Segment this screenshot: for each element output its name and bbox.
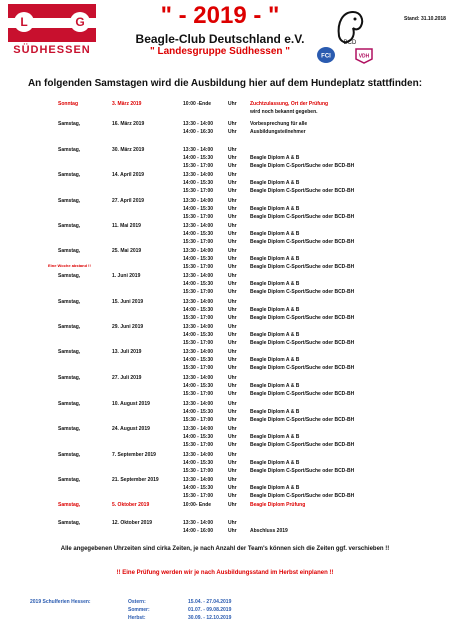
uhr-label: Uhr bbox=[228, 147, 237, 153]
uhr-label: Uhr bbox=[228, 409, 237, 415]
uhr-label: Uhr bbox=[228, 485, 237, 491]
schedule-day: Samstag, bbox=[58, 198, 81, 204]
uhr-label: Uhr bbox=[228, 239, 237, 245]
time-slot: 13:30 - 14:00 bbox=[183, 248, 214, 254]
schedule-times bbox=[183, 171, 213, 195]
schedule-times bbox=[183, 323, 213, 347]
time-slot: 14:00 - 15:30 bbox=[183, 434, 214, 440]
time-slot: 15:30 - 17:00 bbox=[183, 468, 214, 474]
logo-text: SÜDHESSEN bbox=[13, 44, 91, 56]
time-slot: 15:30 - 17:00 bbox=[183, 365, 214, 371]
time-slot: 14:00 - 15:30 bbox=[183, 206, 214, 212]
note-line: Beagle Diplom A & B bbox=[250, 231, 300, 237]
schedule-times bbox=[183, 348, 213, 372]
schedule-date: 3. März 2019 bbox=[112, 101, 142, 107]
uhr-label: Uhr bbox=[228, 349, 237, 355]
fci-logo-icon bbox=[316, 46, 336, 64]
holiday-range: 30.09. - 12.10.2019 bbox=[188, 615, 232, 621]
bcd-label: BCD bbox=[343, 40, 357, 46]
time-slot: 10:00 -Ende bbox=[183, 101, 212, 107]
time-slot: 13:30 - 14:00 bbox=[183, 172, 214, 178]
note-line: Ausbildungsteilnehmer bbox=[250, 129, 306, 135]
schedule-notes bbox=[250, 400, 354, 424]
time-slot: 13:30 - 14:00 bbox=[183, 520, 214, 526]
schedule-date: 13. Juli 2019 bbox=[112, 349, 142, 355]
schedule-date: 1. Juni 2019 bbox=[112, 273, 141, 279]
uhr-label: Uhr bbox=[228, 468, 237, 474]
schedule-notes bbox=[250, 171, 354, 195]
schedule-times bbox=[183, 222, 213, 246]
schedule-date: 15. Juni 2019 bbox=[112, 299, 144, 305]
uhr-label: Uhr bbox=[228, 121, 237, 127]
note-line bbox=[250, 247, 354, 255]
note-line: Beagle Diplom A & B bbox=[250, 434, 300, 440]
note-line: Beagle Diplom C-Sport/Suche oder BCD-BH bbox=[250, 264, 355, 270]
schedule-row bbox=[0, 146, 450, 174]
schedule-day: Samstag, bbox=[58, 273, 81, 279]
note-line: Beagle Diplom A & B bbox=[250, 332, 300, 338]
schedule-times bbox=[183, 146, 213, 170]
uhr-label: Uhr bbox=[228, 452, 237, 458]
schedule-row bbox=[0, 323, 450, 351]
schedule-row bbox=[0, 247, 450, 275]
time-slot: 14:00 - 15:30 bbox=[183, 231, 214, 237]
note-line: Beagle Diplom C-Sport/Suche oder BCD-BH bbox=[250, 468, 355, 474]
time-slot: 15:30 - 17:00 bbox=[183, 163, 214, 169]
schedule-notes bbox=[250, 298, 354, 322]
schedule-times bbox=[183, 100, 211, 108]
time-slot: 14:00 - 15:30 bbox=[183, 357, 214, 363]
schedule-times bbox=[183, 519, 213, 535]
schedule-uhr bbox=[228, 100, 237, 108]
schedule-row bbox=[0, 374, 450, 402]
note-line: Beagle Diplom A & B bbox=[250, 281, 300, 287]
schedule-notes bbox=[250, 501, 305, 509]
schedule-notes bbox=[250, 197, 354, 221]
note-line bbox=[250, 425, 354, 433]
uhr-label: Uhr bbox=[228, 442, 237, 448]
note-line: Beagle Diplom C-Sport/Suche oder BCD-BH bbox=[250, 315, 355, 321]
uhr-label: Uhr bbox=[228, 223, 237, 229]
note-line: Beagle Diplom A & B bbox=[250, 180, 300, 186]
note-line: Beagle Diplom C-Sport/Suche oder BCD-BH bbox=[250, 163, 355, 169]
schedule-row bbox=[0, 120, 450, 148]
schedule-uhr bbox=[228, 451, 237, 475]
schedule-date: 25. Mai 2019 bbox=[112, 248, 142, 254]
schedule-row bbox=[0, 451, 450, 479]
note-line: Beagle Diplom C-Sport/Suche oder BCD-BH bbox=[250, 188, 355, 194]
schedule-row bbox=[0, 272, 450, 300]
logo-letter-g: G bbox=[70, 12, 90, 32]
schedule-row bbox=[0, 298, 450, 326]
schedule-date: 11. Mai 2019 bbox=[112, 223, 141, 229]
schedule-date: 21. September 2019 bbox=[112, 477, 159, 483]
stand-date: Stand: 31.10.2018 bbox=[404, 16, 446, 22]
schedule-uhr bbox=[228, 519, 237, 535]
logo-letter-l: L bbox=[14, 12, 34, 32]
note-line: Beagle Diplom A & B bbox=[250, 206, 300, 212]
schedule-notes bbox=[250, 247, 354, 271]
uhr-label: Uhr bbox=[228, 434, 237, 440]
schedule-row bbox=[0, 348, 450, 376]
uhr-label: Uhr bbox=[228, 460, 237, 466]
schedule-date: 24. August 2019 bbox=[112, 426, 150, 432]
time-slot: 10:00- Ende bbox=[183, 502, 212, 508]
time-slot: 13:30 - 14:00 bbox=[183, 375, 214, 381]
schedule-notes bbox=[250, 519, 288, 535]
note-line bbox=[250, 323, 354, 331]
holiday-name: Sommer: bbox=[128, 607, 150, 613]
note-line: Beagle Diplom A & B bbox=[250, 409, 300, 415]
schedule-times bbox=[183, 501, 211, 509]
holiday-range: 15.04. - 27.04.2019 bbox=[188, 599, 232, 605]
schedule-times bbox=[183, 476, 213, 500]
schedule-day: Samstag, bbox=[58, 375, 81, 381]
uhr-label: Uhr bbox=[228, 214, 237, 220]
schedule-uhr bbox=[228, 197, 237, 221]
uhr-label: Uhr bbox=[228, 357, 237, 363]
uhr-label: Uhr bbox=[228, 502, 237, 508]
note-line bbox=[250, 400, 354, 408]
schedule-uhr bbox=[228, 374, 237, 398]
time-slot: 13:30 - 14:00 bbox=[183, 147, 214, 153]
vdh-logo-icon bbox=[354, 46, 374, 64]
schedule-notes bbox=[250, 222, 354, 246]
schedule-uhr bbox=[228, 247, 237, 271]
time-slot: 14:00 - 15:30 bbox=[183, 485, 214, 491]
uhr-label: Uhr bbox=[228, 391, 237, 397]
lg-suedhessen-logo bbox=[8, 4, 96, 66]
schedule-day: Samstag, bbox=[58, 172, 81, 178]
uhr-label: Uhr bbox=[228, 299, 237, 305]
schedule-times bbox=[183, 197, 213, 221]
time-slot: 14:00 - 15:30 bbox=[183, 281, 214, 287]
schedule-notes bbox=[250, 348, 354, 372]
note-line: Beagle Diplom C-Sport/Suche oder BCD-BH bbox=[250, 214, 355, 220]
time-slot: 13:30 - 14:00 bbox=[183, 198, 214, 204]
schedule-day: Samstag, bbox=[58, 324, 81, 330]
uhr-label: Uhr bbox=[228, 289, 237, 295]
schedule-notes bbox=[250, 120, 307, 136]
interval-note: Eine Woche abstand !! bbox=[48, 263, 91, 268]
schedule-day: Samstag, bbox=[58, 401, 81, 407]
note-line: Beagle Diplom C-Sport/Suche oder BCD-BH bbox=[250, 239, 355, 245]
schedule-row bbox=[0, 222, 450, 250]
uhr-label: Uhr bbox=[228, 188, 237, 194]
club-name: Beagle-Club Deutschland e.V. bbox=[135, 32, 305, 46]
uhr-label: Uhr bbox=[228, 401, 237, 407]
note-line: Beagle Diplom C-Sport/Suche oder BCD-BH bbox=[250, 391, 355, 397]
note-line bbox=[250, 272, 354, 280]
uhr-label: Uhr bbox=[228, 273, 237, 279]
time-slot: 14:00 - 15:30 bbox=[183, 180, 214, 186]
schedule-date: 16. März 2019 bbox=[112, 121, 145, 127]
time-slot: 13:30 - 14:00 bbox=[183, 452, 214, 458]
uhr-label: Uhr bbox=[228, 324, 237, 330]
note-line: Beagle Diplom C-Sport/Suche oder BCD-BH bbox=[250, 340, 355, 346]
uhr-label: Uhr bbox=[228, 375, 237, 381]
schedule-times bbox=[183, 120, 213, 136]
holiday-name: Ostern: bbox=[128, 599, 146, 605]
schedule-row bbox=[0, 400, 450, 428]
note-line: Beagle Diplom C-Sport/Suche oder BCD-BH bbox=[250, 493, 355, 499]
uhr-label: Uhr bbox=[228, 101, 237, 107]
note-line: Beagle Diplom A & B bbox=[250, 155, 300, 161]
schedule-notes bbox=[250, 272, 354, 296]
times-disclaimer: Alle angegebenen Uhrzeiten sind cirka Zeiten, je nach Anzahl der Team's können sich die Zeiten ggf. verschieben !! bbox=[60, 546, 390, 552]
schedule-uhr bbox=[228, 323, 237, 347]
time-slot: 13:30 - 14:00 bbox=[183, 121, 214, 127]
note-line: Beagle Diplom A & B bbox=[250, 357, 300, 363]
schedule-times bbox=[183, 298, 213, 322]
time-slot: 14:00 - 15:30 bbox=[183, 256, 214, 262]
time-slot: 13:30 - 14:00 bbox=[183, 401, 214, 407]
schedule-day: Samstag, bbox=[58, 477, 81, 483]
schedule-day: Samstag, bbox=[58, 426, 81, 432]
schedule-notes bbox=[250, 374, 354, 398]
note-line bbox=[250, 451, 354, 459]
fci-label: FCI bbox=[321, 53, 331, 60]
time-slot: 15:30 - 17:00 bbox=[183, 417, 214, 423]
note-line: Beagle Diplom A & B bbox=[250, 256, 300, 262]
schedule-row bbox=[0, 425, 450, 453]
time-slot: 15:30 - 17:00 bbox=[183, 315, 214, 321]
intro-heading: An folgenden Samstagen wird die Ausbildung hier auf dem Hundeplatz stattfinden: bbox=[27, 78, 423, 89]
schedule-row bbox=[0, 519, 450, 547]
schedule-times bbox=[183, 451, 213, 475]
note-line: Beagle Diplom C-Sport/Suche oder BCD-BH bbox=[250, 442, 355, 448]
note-line: wird noch bekannt gegeben. bbox=[250, 109, 318, 115]
schedule-date: 10. August 2019 bbox=[112, 401, 150, 407]
time-slot: 14:00 - 15:30 bbox=[183, 383, 214, 389]
schedule-day: Samstag, bbox=[58, 223, 81, 229]
time-slot: 15:30 - 17:00 bbox=[183, 214, 214, 220]
schedule-notes bbox=[250, 425, 354, 449]
schedule-uhr bbox=[228, 146, 237, 170]
uhr-label: Uhr bbox=[228, 493, 237, 499]
uhr-label: Uhr bbox=[228, 477, 237, 483]
schedule-uhr bbox=[228, 222, 237, 246]
schedule-day: Samstag, bbox=[58, 121, 81, 127]
schedule-times bbox=[183, 400, 213, 424]
schedule-notes bbox=[250, 323, 354, 347]
time-slot: 15:30 - 17:00 bbox=[183, 264, 214, 270]
time-slot: 13:30 - 14:00 bbox=[183, 426, 214, 432]
time-slot: 15:30 - 17:00 bbox=[183, 442, 214, 448]
exam-notice: !! Eine Prüfung werden wir je nach Ausbildungsstand im Herbst einplanen !! bbox=[116, 570, 334, 576]
schedule-day: Samstag, bbox=[58, 349, 81, 355]
uhr-label: Uhr bbox=[228, 332, 237, 338]
uhr-label: Uhr bbox=[228, 417, 237, 423]
uhr-label: Uhr bbox=[228, 528, 237, 534]
uhr-label: Uhr bbox=[228, 365, 237, 371]
note-line: Vorbesprechung für alle bbox=[250, 121, 308, 127]
schedule-date: 30. März 2019 bbox=[112, 147, 145, 153]
uhr-label: Uhr bbox=[228, 198, 237, 204]
note-line: Zuchtzulassung, Ort der Prüfung bbox=[250, 101, 329, 107]
uhr-label: Uhr bbox=[228, 172, 237, 178]
schedule-times bbox=[183, 247, 213, 271]
time-slot: 14:00 - 15:30 bbox=[183, 332, 214, 338]
schedule-date: 27. April 2019 bbox=[112, 198, 145, 204]
note-line bbox=[250, 519, 288, 527]
time-slot: 14:00 - 15:30 bbox=[183, 155, 214, 161]
uhr-label: Uhr bbox=[228, 520, 237, 526]
schedule-uhr bbox=[228, 425, 237, 449]
uhr-label: Uhr bbox=[228, 129, 237, 135]
uhr-label: Uhr bbox=[228, 383, 237, 389]
note-line bbox=[250, 298, 354, 306]
schedule-uhr bbox=[228, 501, 237, 509]
schedule-day: Samstag, bbox=[58, 502, 81, 508]
uhr-label: Uhr bbox=[228, 315, 237, 321]
time-slot: 14:00 - 16:30 bbox=[183, 129, 214, 135]
time-slot: 14:00 - 15:30 bbox=[183, 460, 214, 466]
schedule-day: Samstag, bbox=[58, 520, 81, 526]
time-slot: 14:00 - 15:30 bbox=[183, 409, 214, 415]
time-slot: 15:30 - 17:00 bbox=[183, 239, 214, 245]
uhr-label: Uhr bbox=[228, 180, 237, 186]
schedule-day: Samstag, bbox=[58, 248, 81, 254]
uhr-label: Uhr bbox=[228, 340, 237, 346]
note-line bbox=[250, 374, 354, 382]
note-line bbox=[250, 197, 354, 205]
schedule-notes bbox=[250, 476, 354, 500]
time-slot: 13:30 - 14:00 bbox=[183, 299, 214, 305]
group-name: " Landesgruppe Südhessen " bbox=[149, 46, 291, 57]
schedule-uhr bbox=[228, 272, 237, 296]
time-slot: 13:30 - 14:00 bbox=[183, 324, 214, 330]
schedule-uhr bbox=[228, 171, 237, 195]
note-line: Abschluss 2019 bbox=[250, 528, 288, 534]
uhr-label: Uhr bbox=[228, 231, 237, 237]
time-slot: 14:00 - 15:30 bbox=[183, 307, 214, 313]
time-slot: 13:30 - 14:00 bbox=[183, 477, 214, 483]
holidays-label: 2019 Schulferien Hessen: bbox=[30, 599, 91, 605]
holiday-range: 01.07. - 09.08.2019 bbox=[188, 607, 232, 613]
schedule-uhr bbox=[228, 348, 237, 372]
schedule-notes bbox=[250, 100, 328, 116]
time-slot: 13:30 - 14:00 bbox=[183, 273, 214, 279]
schedule-row bbox=[0, 197, 450, 225]
time-slot: 15:30 - 17:00 bbox=[183, 188, 214, 194]
time-slot: 14:00 - 16:00 bbox=[183, 528, 214, 534]
time-slot: 13:30 - 14:00 bbox=[183, 349, 214, 355]
schedule-uhr bbox=[228, 476, 237, 500]
schedule-day: Sonntag bbox=[58, 101, 78, 107]
schedule-day: Samstag, bbox=[58, 299, 81, 305]
schedule-uhr bbox=[228, 120, 237, 136]
note-line: Beagle Diplom A & B bbox=[250, 307, 300, 313]
schedule-date: 29. Juni 2019 bbox=[112, 324, 144, 330]
note-line bbox=[250, 171, 354, 179]
note-line: Beagle Diplom A & B bbox=[250, 460, 300, 466]
note-line bbox=[250, 146, 354, 154]
note-line: Beagle Diplom C-Sport/Suche oder BCD-BH bbox=[250, 289, 355, 295]
time-slot: 13:30 - 14:00 bbox=[183, 223, 214, 229]
schedule-times bbox=[183, 425, 213, 449]
uhr-label: Uhr bbox=[228, 307, 237, 313]
schedule-date: 12. Oktober 2019 bbox=[112, 520, 153, 526]
schedule-notes bbox=[250, 451, 354, 475]
uhr-label: Uhr bbox=[228, 256, 237, 262]
schedule-day: Samstag, bbox=[58, 452, 81, 458]
schedule-date: 27. Juli 2019 bbox=[112, 375, 142, 381]
schedule-times bbox=[183, 374, 213, 398]
note-line: Beagle Diplom A & B bbox=[250, 383, 300, 389]
note-line bbox=[250, 348, 354, 356]
schedule-row bbox=[0, 476, 450, 504]
schedule-day: Samstag, bbox=[58, 147, 81, 153]
uhr-label: Uhr bbox=[228, 281, 237, 287]
uhr-label: Uhr bbox=[228, 163, 237, 169]
uhr-label: Uhr bbox=[228, 264, 237, 270]
vdh-label: VDH bbox=[358, 53, 370, 60]
time-slot: 15:30 - 17:00 bbox=[183, 340, 214, 346]
holiday-name: Herbst: bbox=[128, 615, 146, 621]
note-line: Beagle Diplom C-Sport/Suche oder BCD-BH bbox=[250, 365, 355, 371]
uhr-label: Uhr bbox=[228, 426, 237, 432]
note-line: Beagle Diplom C-Sport/Suche oder BCD-BH bbox=[250, 417, 355, 423]
uhr-label: Uhr bbox=[228, 206, 237, 212]
schedule-date: 7. September 2019 bbox=[112, 452, 156, 458]
schedule-notes bbox=[250, 146, 354, 170]
time-slot: 15:30 - 17:00 bbox=[183, 289, 214, 295]
uhr-label: Uhr bbox=[228, 155, 237, 161]
schedule-times bbox=[183, 272, 213, 296]
time-slot: 15:30 - 17:00 bbox=[183, 391, 214, 397]
schedule-uhr bbox=[228, 400, 237, 424]
schedule-date: 5. Oktober 2019 bbox=[112, 502, 150, 508]
schedule-uhr bbox=[228, 298, 237, 322]
time-slot: 15:30 - 17:00 bbox=[183, 493, 214, 499]
year-title: " - 2019 - " bbox=[160, 2, 280, 29]
note-line: Beagle Diplom Prüfung bbox=[250, 502, 306, 508]
note-line bbox=[250, 222, 354, 230]
uhr-label: Uhr bbox=[228, 248, 237, 254]
note-line bbox=[250, 476, 354, 484]
schedule-date: 14. April 2019 bbox=[112, 172, 145, 178]
schedule-row bbox=[0, 171, 450, 199]
note-line: Beagle Diplom A & B bbox=[250, 485, 300, 491]
